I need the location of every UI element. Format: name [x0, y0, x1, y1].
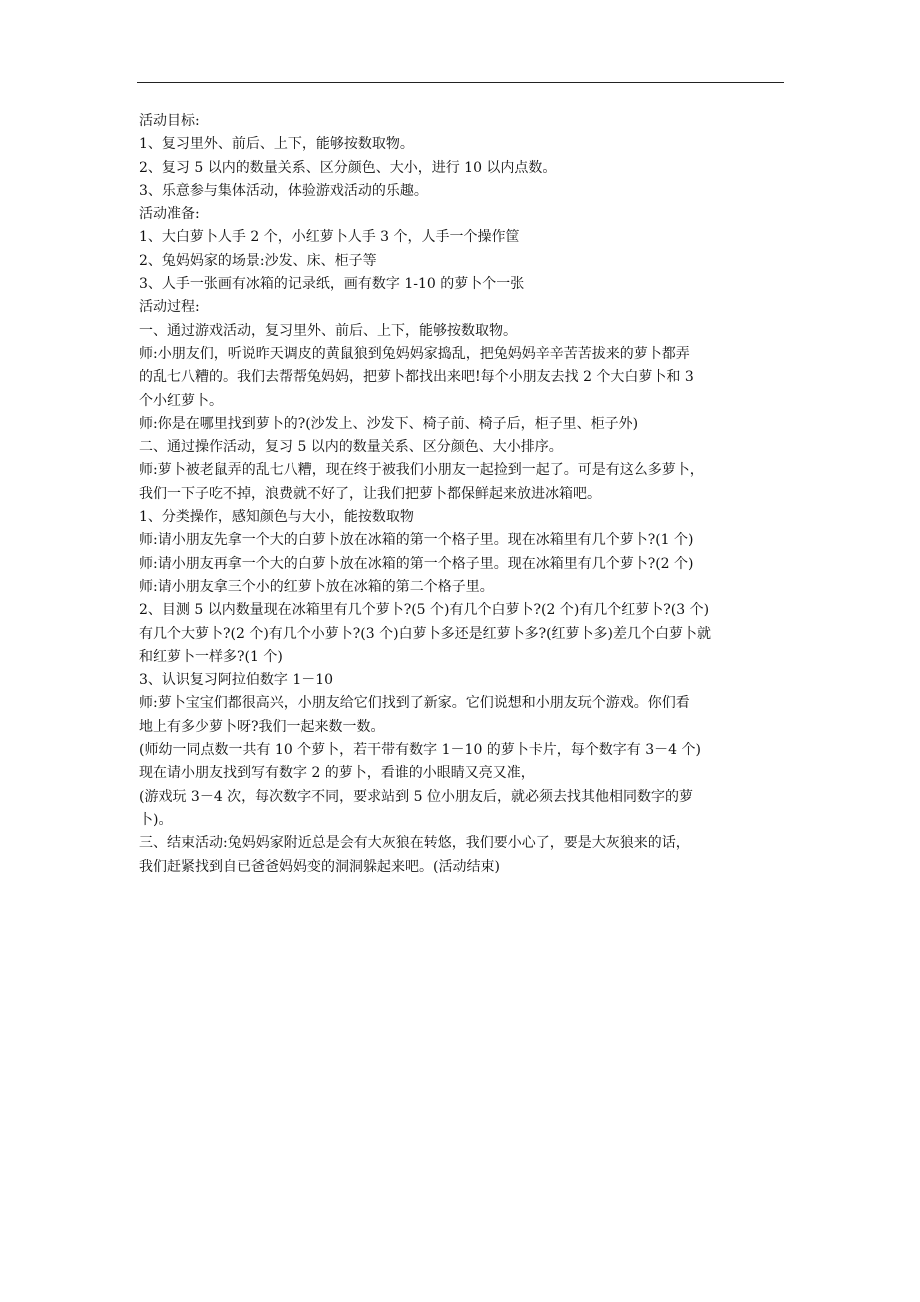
section-heading-process: 活动过程:	[139, 299, 200, 316]
section-heading-goals: 活动目标:	[139, 113, 200, 129]
paragraph-line: 师:小朋友们，听说昨天调皮的黄鼠狼到兔妈妈家捣乱，把兔妈妈辛辛苦苦拔来的萝卜都弄	[139, 345, 690, 362]
paragraph-line: 的乱七八糟的。我们去帮帮兔妈妈，把萝卜都找出来吧!每个小朋友去找 2 个大白萝卜和 3	[139, 369, 694, 386]
paragraph-line: 师:请小朋友再拿一个大的白萝卜放在冰箱的第一个格子里。现在冰箱里有几个萝卜?(2 个)	[139, 555, 694, 572]
paragraph-line: 师:萝卜宝宝们都很高兴，小朋友给它们找到了新家。它们说想和小朋友玩个游戏。你们看	[139, 695, 690, 712]
paragraph-line: 师:请小朋友先拿一个大的白萝卜放在冰箱的第一个格子里。现在冰箱里有几个萝卜?(1 个)	[139, 532, 694, 549]
subsection-heading-estimation: 2、目测 5 以内数量现在冰箱里有几个萝卜?(5 个)有几个白萝卜?(2 个)有几个红萝卜?(3 个)	[139, 602, 710, 619]
goal-item-1: 1、复习里外、前后、上下，能够按数取物。	[139, 136, 414, 153]
paragraph-line: 师:你是在哪里找到萝卜的?(沙发上、沙发下、椅子前、椅子后，柜子里、柜子外)	[139, 415, 639, 432]
paragraph-line: 和红萝卜一样多?(1 个)	[139, 648, 283, 665]
paragraph-line: 我们赶紧找到自已爸爸妈妈变的洞洞躲起来吧。(活动结束)	[139, 858, 500, 875]
subsection-heading-numbers: 3、认识复习阿拉伯数字 1－10	[139, 672, 334, 689]
paragraph-line: 师:请小朋友拿三个小的红萝卜放在冰箱的第二个格子里。	[139, 578, 494, 595]
paragraph-line: 卜)。	[139, 811, 173, 828]
subsection-heading-sorting: 1、分类操作，感知颜色与大小，能按数取物	[139, 509, 414, 526]
goal-item-3: 3、乐意参与集体活动，体验游戏活动的乐趣。	[139, 182, 428, 199]
paragraph-line: 我们一下子吃不掉，浪费就不好了，让我们把萝卜都保鲜起来放进冰箱吧。	[139, 485, 601, 502]
process-step-3-heading: 三、结束活动:兔妈妈家附近总是会有大灰狼在转悠，我们要小心了，要是大灰狼来的话，	[139, 835, 690, 852]
paragraph-line: (师幼一同点数一共有 10 个萝卜，若干带有数字 1－10 的萝卜卡片，每个数字有 3－4 个)	[139, 742, 701, 759]
process-step-1-heading: 一、通过游戏活动，复习里外、前后、上下，能够按数取物。	[139, 322, 517, 339]
paragraph-line: 有几个大萝卜?(2 个)有几个小萝卜?(3 个)白萝卜多还是红萝卜多?(红萝卜多)差几个白萝卜就	[139, 625, 712, 642]
document-body	[139, 110, 787, 879]
preparation-item-1: 1、大白萝卜人手 2 个，小红萝卜人手 3 个，人手一个操作筐	[139, 229, 520, 246]
section-heading-preparation: 活动准备:	[139, 206, 200, 223]
preparation-item-3: 3、人手一张画有冰箱的记录纸，画有数字 1-10 的萝卜个一张	[139, 276, 525, 293]
header-rule	[137, 82, 784, 83]
paragraph-line: 师:萝卜被老鼠弄的乱七八糟，现在终于被我们小朋友一起捡到一起了。可是有这么多萝卜，	[139, 462, 704, 479]
preparation-item-2: 2、兔妈妈家的场景:沙发、床、柜子等	[139, 252, 377, 269]
paragraph-line: 地上有多少萝卜呀?我们一起来数一数。	[139, 718, 385, 735]
paragraph-line: (游戏玩 3－4 次，每次数字不同，要求站到 5 位小朋友后，就必须去找其他相同数字的萝	[139, 788, 693, 805]
goal-item-2: 2、复习 5 以内的数量关系、区分颜色、大小，进行 10 以内点数。	[139, 159, 557, 176]
paragraph-line: 现在请小朋友找到写有数字 2 的萝卜，看谁的小眼睛又亮又准，	[139, 765, 535, 782]
process-step-2-heading: 二、通过操作活动，复习 5 以内的数量关系、区分颜色、大小排序。	[139, 439, 563, 456]
paragraph-line: 个小红萝卜。	[139, 392, 223, 409]
